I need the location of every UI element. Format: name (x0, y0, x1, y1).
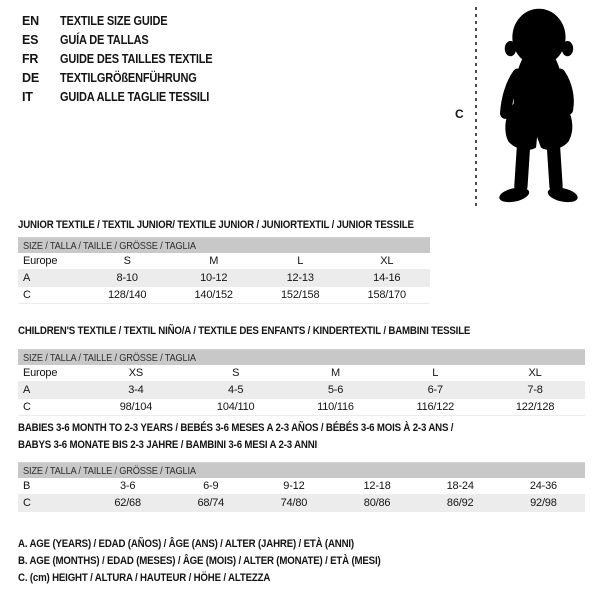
value-cell: 10-12 (170, 270, 257, 287)
language-title-list (22, 12, 233, 107)
language-row (22, 69, 233, 88)
table-row (18, 399, 585, 416)
value-cell: 122/128 (485, 399, 585, 416)
value-cell: 4-5 (186, 382, 286, 399)
table-row (18, 382, 585, 399)
note-age-months: B. AGE (MONTHS) / EDAD (MESES) / ÂGE (MOIS) / ALTER (MONATE) / ETÀ (MESI) (18, 555, 381, 567)
value-cell: 128/140 (84, 287, 171, 304)
measurement-notes (18, 536, 430, 587)
height-measure-dashed-line (475, 7, 477, 210)
babies-table-title-line2: BABYS 3-6 MONATE BIS 2-3 JAHRE / BAMBINI 3-6 MESI A 2-3 ANNI (18, 439, 318, 451)
value-cell: 158/170 (343, 287, 430, 304)
language-code: DE (22, 71, 39, 85)
row-label-cell: C (18, 495, 86, 512)
junior-table-title: JUNIOR TEXTILE / TEXTIL JUNIOR/ TEXTILE JUNIOR / JUNIORTEXTIL / JUNIOR TESSILE (18, 219, 414, 231)
size-header-bar: SIZE / TALLA / TAILLE / GRÖSSE / TAGLIA (18, 463, 585, 479)
row-label-cell: A (18, 270, 84, 287)
value-cell: 12-18 (335, 478, 418, 495)
value-cell: 7-8 (485, 382, 585, 399)
value-cell: XL (485, 365, 585, 382)
row-label-cell: C (18, 399, 86, 416)
value-cell: 68/74 (169, 495, 252, 512)
language-title: GUIDE DES TAILLES TEXTILE (60, 52, 213, 66)
babies-size-table (18, 462, 585, 512)
value-cell: XS (86, 365, 186, 382)
language-title: TEXTILE SIZE GUIDE (60, 14, 168, 28)
value-cell: S (186, 365, 286, 382)
value-cell: 14-16 (343, 270, 430, 287)
value-cell: 18-24 (419, 478, 502, 495)
language-row (22, 31, 233, 50)
height-measure-label: C (455, 107, 464, 121)
table-row (18, 287, 430, 304)
value-cell: 3-4 (86, 382, 186, 399)
language-row (22, 88, 233, 107)
language-title: TEXTILGRÖßENFÜHRUNG (60, 71, 197, 85)
value-cell: 5-6 (286, 382, 386, 399)
value-cell: 3-6 (86, 478, 169, 495)
children-size-table (18, 349, 585, 416)
value-cell: 110/116 (286, 399, 386, 416)
value-cell: 104/110 (186, 399, 286, 416)
value-cell: 24-36 (502, 478, 585, 495)
language-code: ES (22, 33, 39, 47)
note-age-years: A. AGE (YEARS) / EDAD (AÑOS) / ÂGE (ANS) / ALTER (JAHRE) / ETÀ (ANNI) (18, 538, 354, 550)
language-row (22, 12, 233, 31)
row-label-cell: Europe (18, 253, 84, 270)
language-code: FR (22, 52, 39, 66)
value-cell: L (257, 253, 344, 270)
junior-size-table (18, 237, 430, 304)
table-row (18, 478, 585, 495)
value-cell: 9-12 (252, 478, 335, 495)
toddler-silhouette-icon (481, 4, 595, 212)
value-cell: 116/122 (385, 399, 485, 416)
value-cell: XL (343, 253, 430, 270)
table-row (18, 270, 430, 287)
size-header-bar: SIZE / TALLA / TAILLE / GRÖSSE / TAGLIA (18, 350, 585, 366)
value-cell: 140/152 (170, 287, 257, 304)
value-cell: L (385, 365, 485, 382)
language-row (22, 50, 233, 69)
table-row (18, 253, 430, 270)
value-cell: M (170, 253, 257, 270)
value-cell: S (84, 253, 171, 270)
row-label-cell: C (18, 287, 84, 304)
table-row (18, 495, 585, 512)
table-row (18, 365, 585, 382)
value-cell: 86/92 (419, 495, 502, 512)
language-code: EN (22, 14, 39, 28)
value-cell: 8-10 (84, 270, 171, 287)
value-cell: M (286, 365, 386, 382)
language-title: GUIDA ALLE TAGLIE TESSILI (60, 90, 210, 104)
value-cell: 152/158 (257, 287, 344, 304)
value-cell: 80/86 (335, 495, 418, 512)
language-title: GUÍA DE TALLAS (60, 33, 149, 47)
value-cell: 74/80 (252, 495, 335, 512)
value-cell: 98/104 (86, 399, 186, 416)
row-label-cell: A (18, 382, 86, 399)
value-cell: 6-7 (385, 382, 485, 399)
language-code: IT (22, 90, 33, 104)
row-label-cell: B (18, 478, 86, 495)
size-header-bar: SIZE / TALLA / TAILLE / GRÖSSE / TAGLIA (18, 238, 430, 254)
row-label-cell: Europe (18, 365, 86, 382)
children-table-title: CHILDREN'S TEXTILE / TEXTIL NIÑO/A / TEXTILE DES ENFANTS / KINDERTEXTIL / BAMBINI TESSILE (18, 325, 471, 337)
babies-table-title-line1: BABIES 3-6 MONTH TO 2-3 YEARS / BEBÉS 3-6 MESES A 2-3 AÑOS / BÉBÉS 3-6 MOIS À 2-3 ANS / (18, 422, 454, 434)
value-cell: 92/98 (502, 495, 585, 512)
value-cell: 12-13 (257, 270, 344, 287)
note-height-cm: C. (cm) HEIGHT / ALTURA / HAUTEUR / HÖHE / ALTEZZA (18, 572, 271, 584)
value-cell: 62/68 (86, 495, 169, 512)
value-cell: 6-9 (169, 478, 252, 495)
